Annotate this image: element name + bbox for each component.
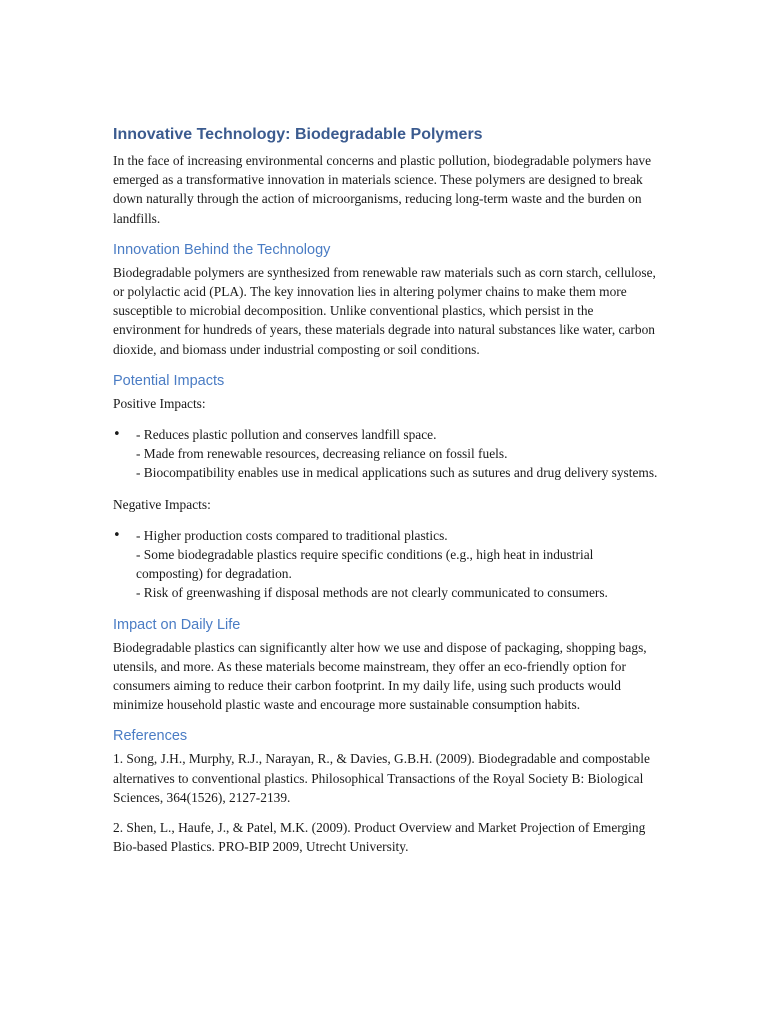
positive-impact-item: - Made from renewable resources, decreasing reliance on fossil fuels.: [136, 446, 508, 462]
negative-impact-item: - Higher production costs compared to traditional plastics.: [136, 527, 448, 543]
positive-impacts-label: Positive Impacts:: [113, 395, 206, 411]
negative-impacts-label: Negative Impacts:: [113, 496, 211, 512]
innovation-heading: Innovation Behind the Technology: [113, 241, 331, 258]
document-page: [113, 124, 663, 867]
reference-item: 2. Shen, L., Haufe, J., & Patel, M.K. (2009). Product Overview and Market Projection of Emerging Bio-based Plastics. PRO-BIP 2009, Utrecht University.: [113, 820, 646, 855]
negative-impacts-list: [113, 526, 663, 603]
daily-life-paragraph: Biodegradable plastics can significantly alter how we use and dispose of packaging, shopping bags, utensils, and more. As these materials become mainstream, they offer an eco-friendly option for consumers aiming to reduce their carbon footprint. In my daily life, using such products would minimize household plastic waste and encourage more sustainable consumption habits.: [113, 639, 647, 713]
negative-impact-item: - Some biodegradable plastics require specific conditions (e.g., high heat in industrial composting) for degradation.: [136, 547, 594, 582]
intro-paragraph: In the face of increasing environmental concerns and plastic pollution, biodegradable polymers have emerged as a transformative innovation in materials science. These polymers are designed to break down naturally through the action of microorganisms, reducing long-term waste and the burden on landfills.: [113, 153, 652, 226]
list-item: [113, 425, 663, 483]
references-heading: References: [113, 728, 188, 745]
positive-impacts-list: [113, 425, 663, 483]
bullet-icon: •: [113, 527, 121, 543]
document-title: Innovative Technology: Biodegradable Polymers: [113, 126, 483, 143]
innovation-paragraph: Biodegradable polymers are synthesized from renewable raw materials such as corn starch, cellulose, or polylactic acid (PLA). The key innovation lies in altering polymer chains to make them more susceptible to microbial decomposition. Unlike conventional plastics, which persist in the environment for hundreds of years, these materials degrade into natural substances like water, carbon dioxide, and biomass under industrial composting or soil conditions.: [113, 264, 656, 357]
list-item: [113, 526, 663, 603]
reference-item: 1. Song, J.H., Murphy, R.J., Narayan, R., & Davies, G.B.H. (2009). Biodegradable and compostable alternatives to conventional plastics. Philosophical Transactions of the Royal Society B: Biological Sciences, 364(1526), 2127-2139.: [113, 751, 650, 805]
positive-impact-item: - Biocompatibility enables use in medical applications such as sutures and drug delivery systems.: [136, 465, 658, 481]
impacts-heading: Potential Impacts: [113, 372, 225, 389]
positive-impact-item: - Reduces plastic pollution and conserves landfill space.: [136, 427, 437, 443]
daily-life-heading: Impact on Daily Life: [113, 616, 241, 633]
negative-impact-item: - Risk of greenwashing if disposal methods are not clearly communicated to consumers.: [136, 585, 608, 601]
bullet-icon: •: [113, 427, 121, 443]
